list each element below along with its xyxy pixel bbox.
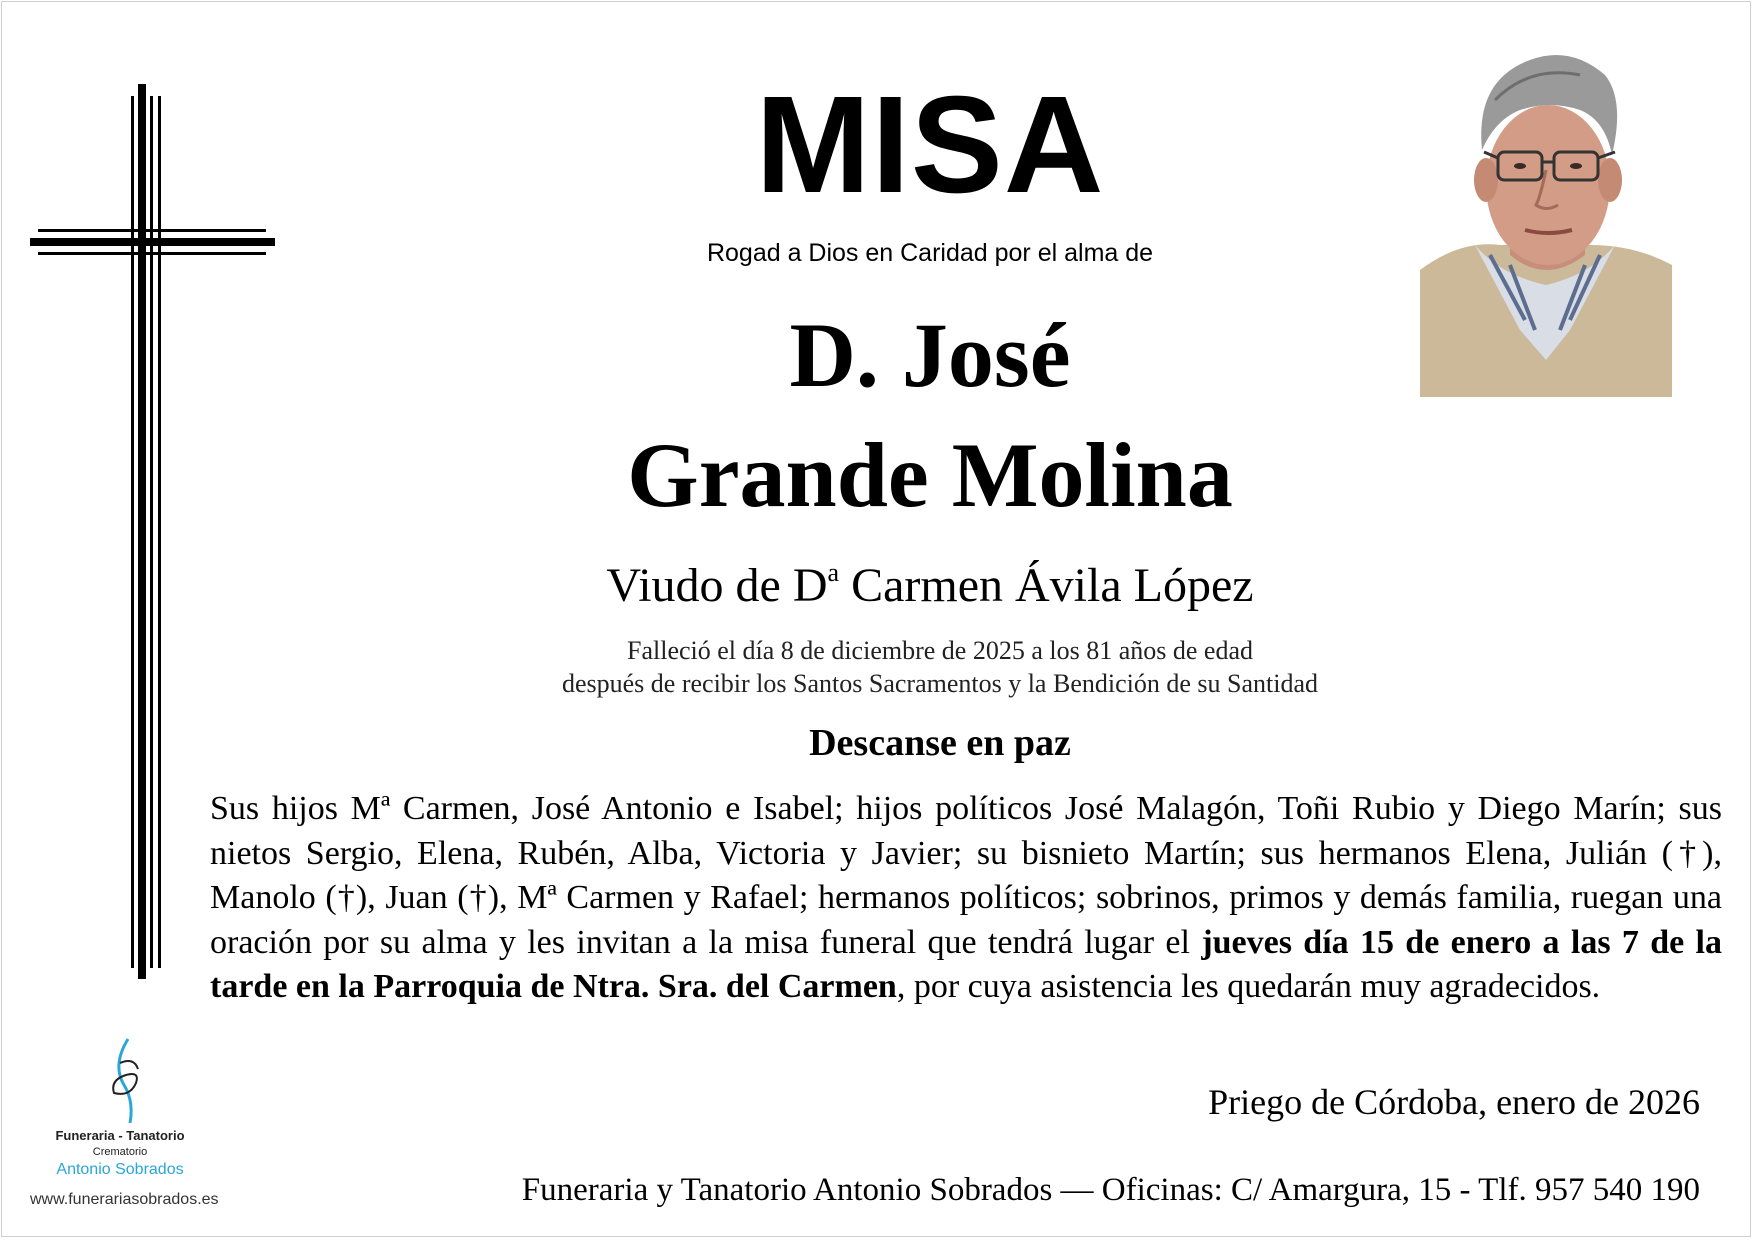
logo-line3: Antonio Sobrados bbox=[56, 1161, 184, 1178]
portrait-photo bbox=[1420, 40, 1672, 397]
widower-prefix: Viudo de D bbox=[606, 559, 828, 612]
sacraments-line: después de recibir los Santos Sacramentos y la Bendición de su Santidad bbox=[561, 669, 1318, 698]
intro-text: Rogad a Dios en Caridad por el alma de bbox=[706, 239, 1154, 267]
deceased-name-line2: Grande Molina bbox=[627, 424, 1233, 526]
announcement-text-start: Sus hijos Mª Carmen, José Antonio e Isabel; hijos políticos José Malagón, Toñi Rubio y Diego Marín; sus nietos Sergio, Elena, Rubén, Alba, Victoria y Javier; su bisnieto Martín; sus hermanos Elena, Julián (†), Manolo (†), Juan (†), Mª Carmen y Rafael; hermanos políticos; sobrinos, primos y demás familia, ruegan una oración por su alma y les invitan a la misa funeral que tendrá lugar el bbox=[210, 790, 1722, 961]
rest-in-peace: Descanse en paz bbox=[809, 722, 1071, 764]
widower-name: Carmen Ávila López bbox=[839, 559, 1254, 612]
widower-superscript: a bbox=[827, 558, 840, 587]
deceased-name-line1: D. José bbox=[789, 304, 1071, 406]
website-link[interactable]: www.funerariasobrados.es bbox=[30, 1191, 219, 1208]
death-date-line: Falleció el día 8 de diciembre de 2025 a los 81 años de edad bbox=[627, 636, 1253, 665]
page-title: MISA bbox=[755, 68, 1105, 222]
mass-details: jueves día 15 de enero a las 7 de la tarde en la Parroquia de Ntra. Sra. del Carmen bbox=[210, 923, 1722, 1005]
funeral-home-logo bbox=[30, 1035, 230, 1215]
announcement-text-end: , por cuya asistencia les quedarán muy agradecidos. bbox=[896, 968, 1601, 1005]
death-details bbox=[430, 634, 1450, 700]
family-announcement bbox=[210, 787, 1722, 1010]
funeral-home-footer: Funeraria y Tanatorio Antonio Sobrados — Oficinas: C/ Amargura, 15 - Tlf. 957 540 190 bbox=[521, 1172, 1700, 1208]
logo-mark-icon bbox=[90, 1035, 160, 1125]
logo-line1: Funeraria - Tanatorio bbox=[55, 1128, 185, 1143]
place-date: Priego de Córdoba, enero de 2026 bbox=[1208, 1082, 1700, 1122]
widower-line bbox=[430, 558, 1430, 614]
logo-line2: Crematorio bbox=[92, 1146, 148, 1158]
